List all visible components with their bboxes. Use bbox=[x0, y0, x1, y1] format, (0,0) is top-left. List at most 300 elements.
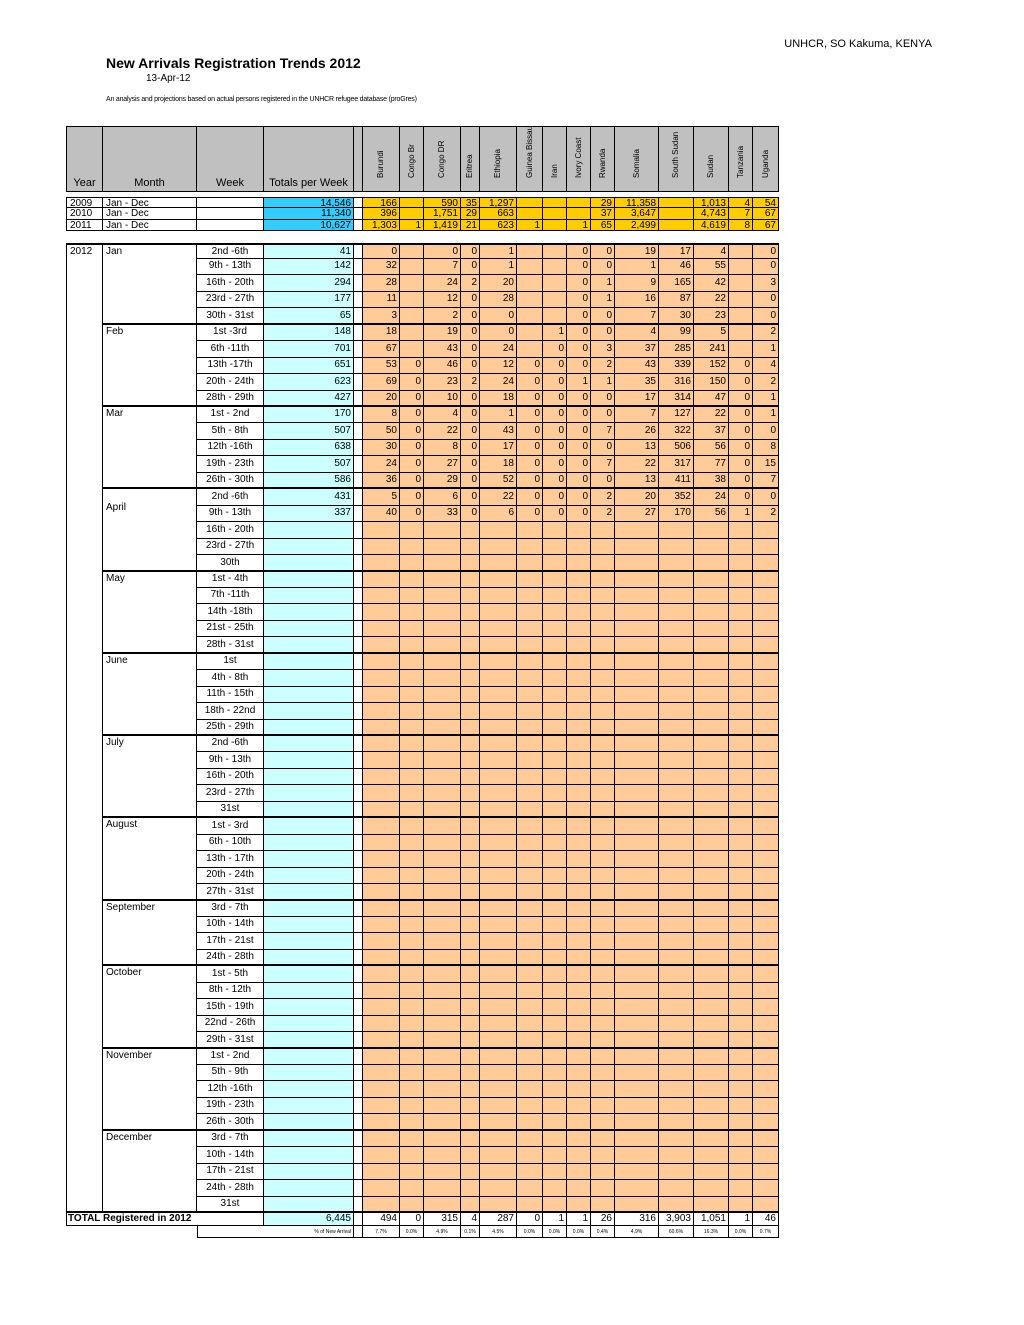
week-label: 1st - 2nd bbox=[197, 1049, 264, 1065]
week-total bbox=[264, 1164, 354, 1180]
history-value bbox=[659, 220, 694, 231]
week-value bbox=[615, 1081, 659, 1098]
week-value bbox=[424, 687, 461, 703]
week-value bbox=[517, 1098, 543, 1114]
week-value: 1 bbox=[591, 275, 615, 292]
week-value: 22 bbox=[694, 292, 729, 308]
week-value bbox=[400, 1032, 424, 1049]
week-value bbox=[543, 539, 567, 555]
week-gap bbox=[354, 670, 363, 687]
week-total bbox=[264, 851, 354, 868]
week-value bbox=[363, 851, 400, 868]
week-value: 4 bbox=[753, 358, 779, 374]
week-value bbox=[480, 785, 517, 802]
week-value bbox=[480, 637, 517, 654]
week-value bbox=[753, 851, 779, 868]
column-header-total bbox=[264, 126, 354, 192]
week-total: 337 bbox=[264, 506, 354, 522]
week-value bbox=[400, 802, 424, 818]
week-value bbox=[694, 835, 729, 851]
week-value bbox=[591, 983, 615, 999]
week-value bbox=[729, 621, 753, 637]
week-value bbox=[461, 1114, 480, 1131]
week-value bbox=[400, 243, 424, 259]
percent-label: % of New Arrival bbox=[197, 1226, 354, 1238]
week-value bbox=[480, 868, 517, 884]
week-value bbox=[424, 917, 461, 933]
week-value: 13 bbox=[615, 440, 659, 456]
week-value: 8 bbox=[424, 440, 461, 456]
week-label: 26th - 30th bbox=[197, 1114, 264, 1131]
history-value: 1 bbox=[400, 220, 424, 231]
week-value bbox=[363, 1164, 400, 1180]
history-value: 29 bbox=[591, 197, 615, 208]
history-value: 67 bbox=[753, 220, 779, 231]
country-label: South Sudan bbox=[671, 131, 680, 178]
week-value bbox=[480, 933, 517, 950]
week-label: 1st - 4th bbox=[197, 572, 264, 588]
week-value bbox=[753, 621, 779, 637]
week-value: 4 bbox=[694, 243, 729, 259]
history-value: 29 bbox=[461, 208, 480, 220]
week-value bbox=[543, 868, 567, 884]
week-value bbox=[461, 1147, 480, 1164]
week-value bbox=[659, 637, 694, 654]
week-value bbox=[729, 785, 753, 802]
week-value bbox=[461, 868, 480, 884]
week-value bbox=[729, 736, 753, 752]
month-label: July bbox=[103, 736, 197, 818]
month-label: November bbox=[103, 1049, 197, 1131]
week-value bbox=[424, 769, 461, 785]
week-value bbox=[729, 901, 753, 917]
week-value: 40 bbox=[363, 506, 400, 522]
week-value bbox=[567, 1197, 591, 1213]
week-value bbox=[363, 835, 400, 851]
week-value bbox=[424, 522, 461, 539]
week-value bbox=[729, 917, 753, 933]
week-value bbox=[615, 983, 659, 999]
week-value bbox=[517, 720, 543, 736]
week-value bbox=[729, 802, 753, 818]
week-value: 30 bbox=[363, 440, 400, 456]
country-header bbox=[753, 126, 779, 192]
week-value bbox=[659, 999, 694, 1016]
week-value bbox=[424, 670, 461, 687]
week-value bbox=[615, 950, 659, 966]
week-gap bbox=[354, 785, 363, 802]
week-value bbox=[543, 1164, 567, 1180]
week-value bbox=[615, 884, 659, 901]
country-label: Sudan bbox=[706, 154, 715, 178]
week-value: 1 bbox=[480, 243, 517, 259]
history-value bbox=[517, 208, 543, 220]
week-value bbox=[591, 654, 615, 670]
week-value: 1 bbox=[480, 259, 517, 275]
week-value bbox=[424, 539, 461, 555]
week-label: 21st - 25th bbox=[197, 621, 264, 637]
week-value: 0 bbox=[517, 456, 543, 473]
week-value bbox=[729, 950, 753, 966]
country-header bbox=[424, 126, 461, 192]
week-total bbox=[264, 752, 354, 769]
week-total bbox=[264, 637, 354, 654]
week-value bbox=[659, 654, 694, 670]
week-value bbox=[567, 769, 591, 785]
week-value bbox=[615, 933, 659, 950]
week-value bbox=[480, 884, 517, 901]
week-value bbox=[424, 1065, 461, 1081]
week-value: 0 bbox=[461, 489, 480, 506]
week-value: 2 bbox=[753, 506, 779, 522]
week-value bbox=[543, 1147, 567, 1164]
history-year: 2009 bbox=[66, 197, 103, 208]
week-value bbox=[461, 1081, 480, 1098]
week-value: 28 bbox=[480, 292, 517, 308]
week-value bbox=[424, 884, 461, 901]
week-value bbox=[694, 621, 729, 637]
week-value bbox=[729, 604, 753, 621]
week-value: 2 bbox=[424, 308, 461, 325]
week-value bbox=[543, 835, 567, 851]
week-value bbox=[567, 1114, 591, 1131]
week-value bbox=[424, 1147, 461, 1164]
week-gap bbox=[354, 572, 363, 588]
week-gap bbox=[354, 868, 363, 884]
week-total bbox=[264, 901, 354, 917]
week-value bbox=[363, 1016, 400, 1032]
history-value: 1 bbox=[517, 220, 543, 231]
week-value bbox=[461, 1197, 480, 1213]
week-value bbox=[659, 670, 694, 687]
week-value bbox=[363, 687, 400, 703]
week-label: 15th - 19th bbox=[197, 999, 264, 1016]
week-gap bbox=[354, 243, 363, 259]
week-value: 0 bbox=[543, 473, 567, 489]
week-value: 43 bbox=[424, 341, 461, 358]
week-label: 13th -17th bbox=[197, 358, 264, 374]
week-label: 23rd - 27th bbox=[197, 292, 264, 308]
week-value bbox=[591, 884, 615, 901]
week-gap bbox=[354, 654, 363, 670]
country-header bbox=[591, 126, 615, 192]
week-value bbox=[694, 917, 729, 933]
week-value: 50 bbox=[363, 423, 400, 440]
week-value bbox=[517, 637, 543, 654]
week-value bbox=[517, 884, 543, 901]
history-value bbox=[659, 208, 694, 220]
week-value bbox=[729, 884, 753, 901]
week-gap bbox=[354, 621, 363, 637]
week-value bbox=[363, 1098, 400, 1114]
week-total bbox=[264, 703, 354, 720]
week-value bbox=[480, 670, 517, 687]
week-value bbox=[729, 1098, 753, 1114]
week-value bbox=[461, 539, 480, 555]
week-value: 165 bbox=[659, 275, 694, 292]
week-label: 25th - 29th bbox=[197, 720, 264, 736]
week-value bbox=[461, 884, 480, 901]
week-value bbox=[363, 588, 400, 604]
week-value bbox=[729, 670, 753, 687]
week-value bbox=[753, 752, 779, 769]
week-value: 0 bbox=[591, 473, 615, 489]
week-value bbox=[480, 1180, 517, 1197]
week-value bbox=[729, 588, 753, 604]
week-value bbox=[659, 1164, 694, 1180]
week-value bbox=[480, 522, 517, 539]
week-gap bbox=[354, 473, 363, 489]
week-value bbox=[480, 687, 517, 703]
week-value bbox=[729, 933, 753, 950]
week-value: 0 bbox=[400, 407, 424, 423]
week-value bbox=[615, 1131, 659, 1147]
week-value bbox=[480, 703, 517, 720]
week-value bbox=[461, 966, 480, 983]
week-value: 0 bbox=[591, 391, 615, 407]
column-header-year bbox=[66, 126, 103, 192]
week-value: 317 bbox=[659, 456, 694, 473]
history-year: 2011 bbox=[66, 220, 103, 231]
week-value bbox=[517, 703, 543, 720]
week-value bbox=[694, 769, 729, 785]
week-gap bbox=[354, 851, 363, 868]
history-value: 3,647 bbox=[615, 208, 659, 220]
week-value bbox=[567, 752, 591, 769]
month-label: June bbox=[103, 654, 197, 736]
week-value bbox=[753, 785, 779, 802]
week-gap bbox=[354, 1164, 363, 1180]
week-label: 23rd - 27th bbox=[197, 539, 264, 555]
country-label: Ethiopia bbox=[493, 149, 502, 178]
week-value bbox=[753, 1114, 779, 1131]
week-value: 5 bbox=[363, 489, 400, 506]
week-gap bbox=[354, 835, 363, 851]
history-value: 1,419 bbox=[424, 220, 461, 231]
week-value bbox=[659, 1032, 694, 1049]
week-value: 46 bbox=[424, 358, 461, 374]
week-value bbox=[400, 1147, 424, 1164]
week-value bbox=[615, 1049, 659, 1065]
week-value: 1 bbox=[591, 374, 615, 391]
week-value bbox=[424, 1197, 461, 1213]
week-value bbox=[400, 670, 424, 687]
week-value: 24 bbox=[424, 275, 461, 292]
history-value: 2,499 bbox=[615, 220, 659, 231]
week-value bbox=[694, 1180, 729, 1197]
week-label: 24th - 28th bbox=[197, 950, 264, 966]
week-label: 16th - 20th bbox=[197, 275, 264, 292]
country-label: Uganda bbox=[760, 149, 770, 178]
week-value bbox=[517, 670, 543, 687]
history-value: 663 bbox=[480, 208, 517, 220]
week-gap bbox=[354, 1065, 363, 1081]
week-value bbox=[659, 917, 694, 933]
week-value bbox=[615, 1197, 659, 1213]
week-value: 32 bbox=[363, 259, 400, 275]
week-value bbox=[694, 1065, 729, 1081]
week-value bbox=[591, 802, 615, 818]
week-value bbox=[480, 736, 517, 752]
country-header bbox=[567, 126, 591, 192]
week-value bbox=[659, 621, 694, 637]
week-value bbox=[400, 703, 424, 720]
week-value bbox=[753, 1131, 779, 1147]
week-value bbox=[615, 637, 659, 654]
week-value bbox=[517, 1197, 543, 1213]
week-value bbox=[543, 604, 567, 621]
week-value bbox=[591, 539, 615, 555]
week-value bbox=[480, 654, 517, 670]
week-value: 6 bbox=[424, 489, 461, 506]
week-value bbox=[543, 999, 567, 1016]
history-value: 4,743 bbox=[694, 208, 729, 220]
week-value bbox=[480, 901, 517, 917]
week-value bbox=[424, 572, 461, 588]
percent-value: 4.9% bbox=[615, 1226, 659, 1238]
week-value: 17 bbox=[615, 391, 659, 407]
week-value bbox=[729, 275, 753, 292]
week-label: 2nd -6th bbox=[197, 243, 264, 259]
week-value bbox=[461, 621, 480, 637]
week-total bbox=[264, 687, 354, 703]
week-value bbox=[694, 720, 729, 736]
percent-value: 60.6% bbox=[659, 1226, 694, 1238]
week-value bbox=[363, 868, 400, 884]
week-value bbox=[363, 752, 400, 769]
week-value bbox=[567, 884, 591, 901]
week-value bbox=[615, 1180, 659, 1197]
week-value bbox=[753, 802, 779, 818]
week-value bbox=[517, 736, 543, 752]
week-value bbox=[567, 1098, 591, 1114]
week-value bbox=[659, 539, 694, 555]
week-value: 30 bbox=[659, 308, 694, 325]
week-total bbox=[264, 621, 354, 637]
week-label: 13th - 17th bbox=[197, 851, 264, 868]
week-value: 0 bbox=[567, 259, 591, 275]
week-value bbox=[567, 539, 591, 555]
week-total bbox=[264, 1098, 354, 1114]
week-value bbox=[480, 1147, 517, 1164]
history-value: 4 bbox=[729, 197, 753, 208]
week-value bbox=[753, 884, 779, 901]
week-value: 0 bbox=[729, 407, 753, 423]
week-value bbox=[400, 1131, 424, 1147]
week-gap bbox=[354, 966, 363, 983]
week-value: 0 bbox=[567, 440, 591, 456]
week-value: 27 bbox=[424, 456, 461, 473]
percent-value: 7.7% bbox=[363, 1226, 400, 1238]
history-total: 11,340 bbox=[264, 208, 354, 220]
history-value: 396 bbox=[363, 208, 400, 220]
week-value bbox=[659, 802, 694, 818]
week-value: 0 bbox=[461, 292, 480, 308]
week-value bbox=[480, 966, 517, 983]
total-value: 494 bbox=[363, 1213, 400, 1226]
week-value: 0 bbox=[567, 358, 591, 374]
week-value bbox=[363, 999, 400, 1016]
week-value: 0 bbox=[461, 259, 480, 275]
week-value bbox=[591, 785, 615, 802]
week-value bbox=[615, 1098, 659, 1114]
week-value: 0 bbox=[567, 473, 591, 489]
week-value bbox=[615, 621, 659, 637]
week-value: 0 bbox=[729, 473, 753, 489]
week-gap bbox=[354, 1147, 363, 1164]
week-value bbox=[615, 835, 659, 851]
week-value bbox=[567, 785, 591, 802]
week-value bbox=[424, 555, 461, 572]
week-value bbox=[424, 999, 461, 1016]
week-value bbox=[694, 588, 729, 604]
week-value bbox=[517, 555, 543, 572]
week-gap bbox=[354, 1016, 363, 1032]
week-value: 43 bbox=[480, 423, 517, 440]
week-value bbox=[729, 818, 753, 835]
week-gap bbox=[354, 374, 363, 391]
history-value: 54 bbox=[753, 197, 779, 208]
week-gap bbox=[354, 588, 363, 604]
total-gap bbox=[354, 1213, 363, 1226]
week-value bbox=[753, 720, 779, 736]
week-value: 0 bbox=[480, 308, 517, 325]
week-value bbox=[591, 1098, 615, 1114]
week-value bbox=[424, 966, 461, 983]
week-value bbox=[729, 1164, 753, 1180]
week-value bbox=[753, 901, 779, 917]
week-value bbox=[543, 901, 567, 917]
week-value bbox=[567, 621, 591, 637]
week-value: 0 bbox=[567, 341, 591, 358]
week-value: 0 bbox=[753, 489, 779, 506]
week-value: 5 bbox=[694, 325, 729, 341]
week-gap bbox=[354, 1081, 363, 1098]
week-value bbox=[461, 687, 480, 703]
week-value: 0 bbox=[591, 259, 615, 275]
week-value bbox=[659, 1098, 694, 1114]
week-value bbox=[753, 818, 779, 835]
week-value bbox=[517, 1147, 543, 1164]
week-value bbox=[694, 539, 729, 555]
week-value bbox=[615, 818, 659, 835]
week-value: 241 bbox=[694, 341, 729, 358]
week-value bbox=[694, 1098, 729, 1114]
history-value bbox=[659, 197, 694, 208]
week-label: 26th - 30th bbox=[197, 473, 264, 489]
week-value bbox=[753, 1032, 779, 1049]
week-value bbox=[480, 835, 517, 851]
month-label: April bbox=[103, 489, 197, 572]
week-value bbox=[400, 901, 424, 917]
week-value: 0 bbox=[753, 259, 779, 275]
week-value bbox=[363, 604, 400, 621]
week-value bbox=[400, 720, 424, 736]
week-label: 20th - 24th bbox=[197, 374, 264, 391]
week-value: 2 bbox=[591, 358, 615, 374]
week-value bbox=[591, 917, 615, 933]
history-value: 1,303 bbox=[363, 220, 400, 231]
week-value bbox=[400, 983, 424, 999]
week-value bbox=[363, 539, 400, 555]
week-value bbox=[424, 1164, 461, 1180]
week-total bbox=[264, 999, 354, 1016]
week-value bbox=[753, 1164, 779, 1180]
week-value: 0 bbox=[424, 243, 461, 259]
week-value bbox=[729, 1049, 753, 1065]
week-value bbox=[400, 868, 424, 884]
total-value: 1 bbox=[543, 1213, 567, 1226]
